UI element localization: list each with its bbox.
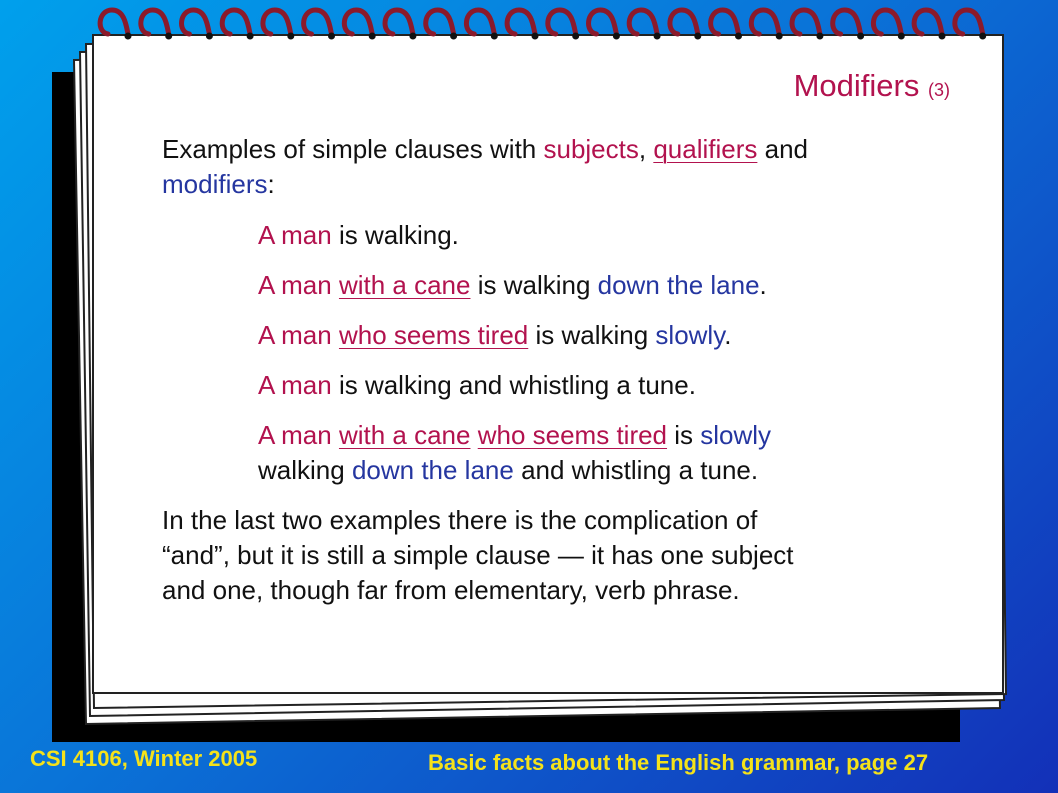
example-1 [258,218,459,253]
example-predicate: is walking and whistling a tune. [331,370,696,400]
example-verb: walking [258,455,352,485]
modifiers-term: modifiers [162,169,268,199]
example-space [332,320,339,350]
intro-comma: , [638,134,654,164]
example-verb: is [667,420,701,450]
example-verb: is walking [470,270,598,300]
example-modifier: slowly [655,320,725,350]
example-predicate: and whistling a tune. [513,455,759,485]
footer-page-info: Basic facts about the English grammar, page 27 [428,750,929,775]
footer-course: CSI 4106, Winter 2005 [30,746,258,771]
example-subject: A man [258,370,332,400]
closing-line-1: In the last two examples there is the complication of [162,505,758,535]
example-4 [258,368,696,403]
example-subject: A man [258,270,332,300]
title-text: Modifiers [793,68,920,103]
example-period: . [759,270,767,300]
example-qualifier: who seems tired [338,320,529,350]
intro-line-2 [162,167,275,202]
example-5-line-1 [258,418,771,453]
title-number: (3) [928,80,950,100]
closing-line-3: and one, though far from elementary, verb phrase. [162,575,740,605]
example-subject: A man [258,320,332,350]
example-modifier: down the lane [351,455,514,485]
example-qualifier: with a cane [338,270,471,300]
example-subject: A man [258,420,332,450]
example-space [332,270,339,300]
example-qualifier: who seems tired [477,420,668,450]
example-2 [258,268,767,303]
example-qualifier: with a cane [338,420,471,450]
example-period: . [724,320,732,350]
example-subject: A man [258,220,332,250]
intro-colon: : [267,169,275,199]
subjects-term: subjects [543,134,639,164]
slide-title [794,68,950,104]
example-modifier: slowly [700,420,772,450]
intro-text: Examples of simple clauses with [162,134,544,164]
example-modifier: down the lane [597,270,760,300]
closing-line-2: “and”, but it is still a simple clause — it has one subject [162,540,794,570]
qualifiers-term: qualifiers [653,134,758,164]
example-5-line-2 [258,453,758,488]
intro-line-1 [162,132,808,167]
example-verb: is walking [528,320,656,350]
example-predicate: is walking. [331,220,459,250]
example-3 [258,318,732,353]
example-space [470,420,477,450]
example-space [332,420,339,450]
intro-and: and [757,134,808,164]
